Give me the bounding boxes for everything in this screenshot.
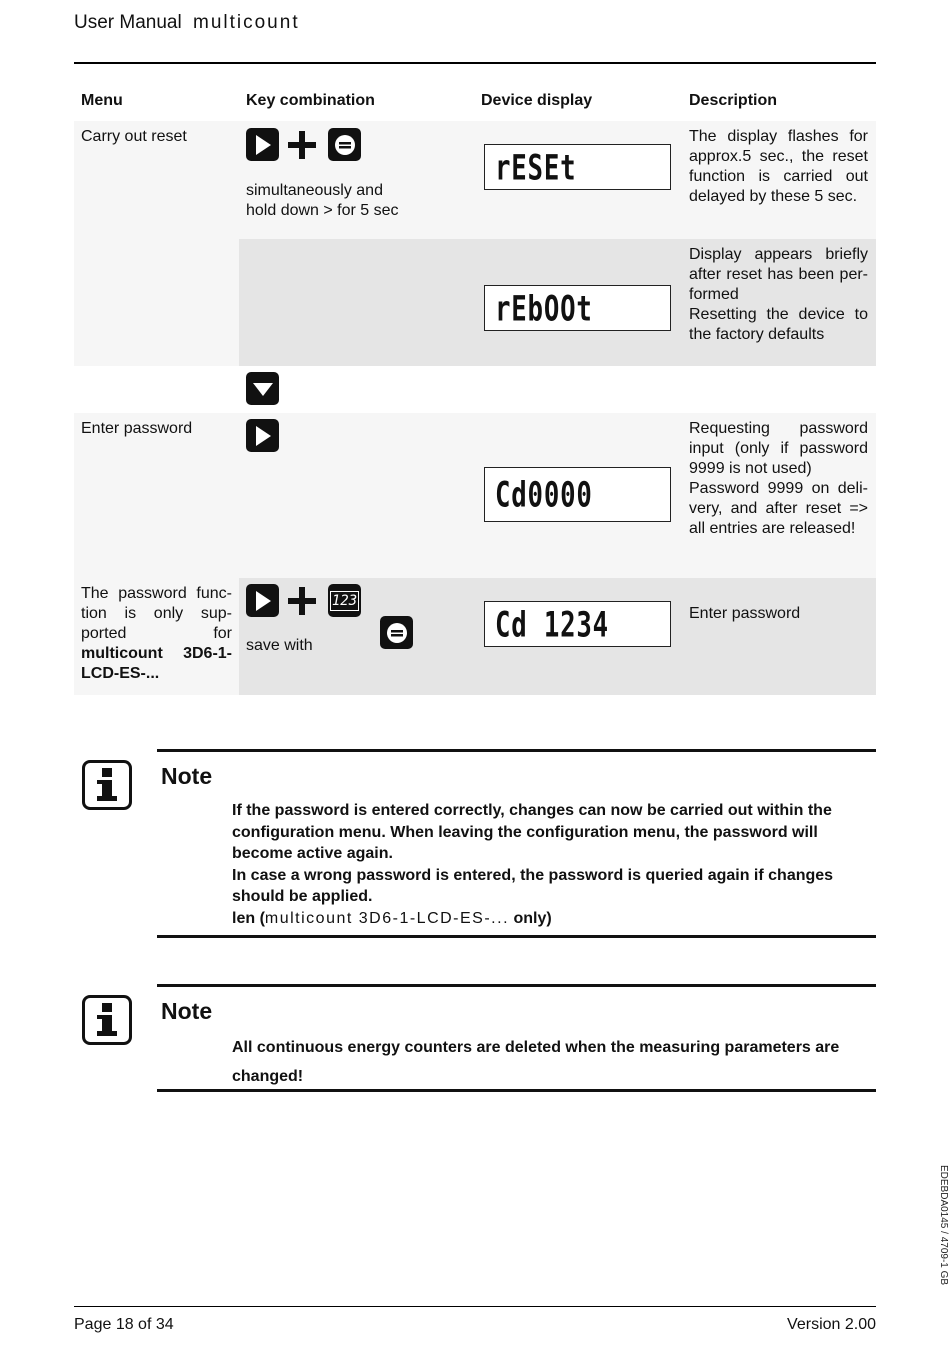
note-2-text: All continuous energy counters are deleted when the measuring parameters are changed! (232, 1039, 840, 1085)
lcd-text-reboot: rEbOOt (495, 287, 593, 329)
lcd-text-password: Cd0000 (495, 474, 593, 515)
plus-icon (287, 130, 317, 160)
footer-rule (74, 1306, 876, 1307)
right-arrow-key-icon (246, 584, 279, 617)
note-1-last-prefix: len ( (232, 909, 265, 927)
right-arrow-key-icon (246, 128, 279, 161)
note-1-last-product: multicount 3D6-1-LCD-ES-... (264, 909, 510, 927)
number-key-label: 123 (331, 592, 358, 609)
menu-password-function-text: The password func-tion is only sup-ported for (81, 585, 232, 642)
note-1-title: Note (161, 763, 213, 789)
number-key-icon (328, 584, 361, 617)
lcd-display-reboot (484, 285, 671, 331)
note-1-last-suffix: only) (509, 909, 552, 927)
menu-carry-out-reset: Carry out reset (81, 128, 187, 145)
document-code: EDEBDA0145 / 4709-1 GB (938, 1165, 949, 1286)
page-header (74, 12, 300, 34)
info-icon (82, 995, 132, 1045)
menu-enter-password: Enter password (81, 420, 193, 437)
note-1-line-3 (232, 908, 868, 930)
description-enter: Enter password (689, 605, 801, 622)
col-keys-header: Key combination (246, 92, 375, 109)
info-icon (82, 760, 132, 810)
version-label: Version 2.00 (787, 1316, 876, 1333)
col-menu-header: Menu (81, 92, 123, 109)
note-1-bottom-rule (157, 935, 876, 938)
lcd-display-password (484, 467, 671, 522)
row-reset-menu-bg (74, 239, 239, 366)
note-2-top-rule (157, 984, 876, 987)
down-arrow-key-icon (246, 372, 279, 405)
menu-password-function (81, 584, 232, 684)
lcd-display-reset (484, 144, 671, 190)
header-product: multicount (193, 12, 300, 33)
col-description-header: Description (689, 92, 778, 109)
description-reboot-2: Resetting the device to the factory defaults (689, 306, 868, 343)
description-reset: The display flashes for approx.5 sec., the reset function is carried out delayed by these 5 sec. (689, 128, 868, 205)
enter-keys-text: save with (246, 637, 313, 654)
reset-keys-text-2: hold down > for 5 sec (246, 202, 399, 219)
lcd-display-enter (484, 601, 671, 647)
note-1-text (232, 800, 868, 930)
plus-icon (287, 586, 317, 616)
header-rule (74, 62, 876, 64)
description-password-2: Password 9999 on deli-very, and after reset => all entries are released! (689, 480, 868, 537)
note-1-line-2: In case a wrong password is entered, the password is queried again if changes should be applied. (232, 866, 834, 906)
description-reboot-1: Display appears briefly after reset has been per-formed (689, 246, 868, 303)
lcd-text-reset: rESEt (495, 146, 577, 188)
col-display-header: Device display (481, 92, 593, 109)
right-arrow-key-icon (246, 419, 279, 452)
header-title: User Manual (74, 12, 182, 33)
page-number: Page 18 of 34 (74, 1316, 174, 1333)
menu-password-function-product: multicount 3D6-1-LCD-ES-... (81, 645, 232, 682)
enter-key-icon (328, 128, 361, 161)
description-password-1: Requesting password input (only if password 9999 is not used) (689, 420, 868, 477)
note-1-line-1: If the password is entered correctly, changes can now be carried out within the configuration menu. When leaving the configuration menu, the password will become active again. (232, 802, 832, 863)
reset-keys-text-1: simultaneously and (246, 182, 383, 199)
note-1-top-rule (157, 749, 876, 752)
enter-key-icon (380, 616, 413, 649)
lcd-text-enter: Cd 1234 (495, 603, 609, 645)
note-2-title: Note (161, 998, 213, 1024)
note-2-bottom-rule (157, 1089, 876, 1092)
